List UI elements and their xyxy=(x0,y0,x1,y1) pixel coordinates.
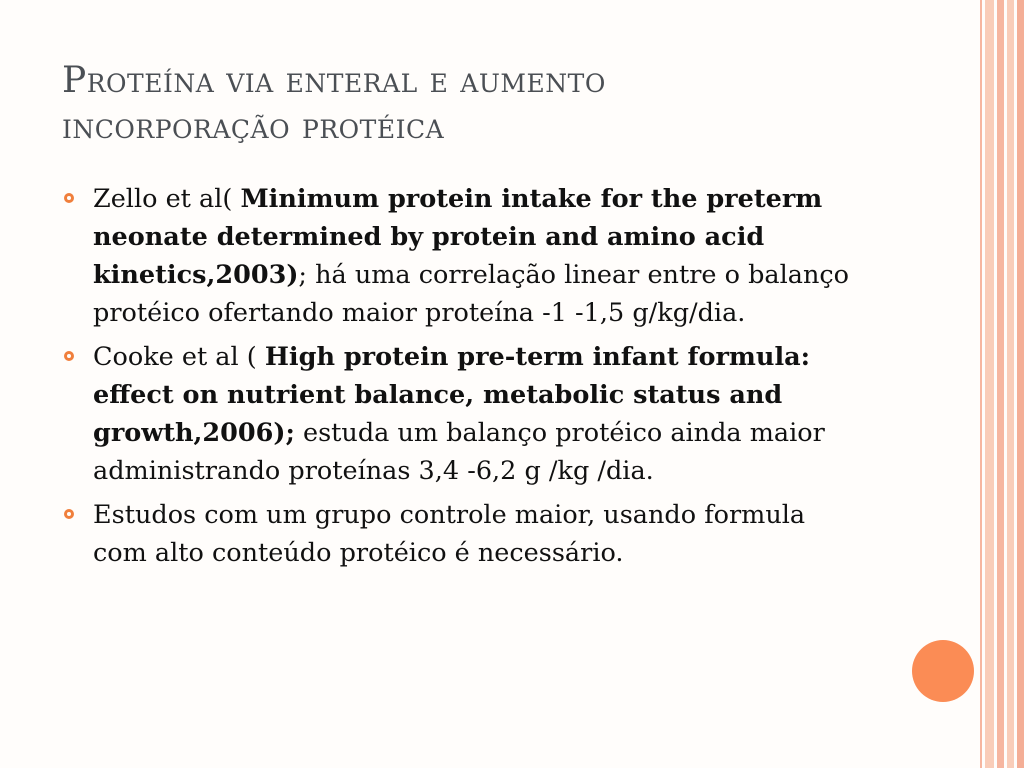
list-item xyxy=(62,338,862,490)
slide-title xyxy=(62,58,922,150)
bullet-text-bold: High protein pre-term infant formula: effect on nutrient balance, metabolic status and growth,2006); xyxy=(93,342,811,448)
bullet-text-prefix: Cooke et al ( xyxy=(93,342,265,372)
stripe xyxy=(980,0,982,768)
bullet-text-prefix: Zello et al( xyxy=(93,184,241,214)
bullet-list xyxy=(62,180,862,578)
bullet-icon xyxy=(64,193,74,203)
bullet-text-prefix: Estudos com um grupo controle maior, usando formula com alto conteúdo protéico é necessário. xyxy=(93,500,806,568)
bullet-icon xyxy=(64,509,74,519)
bullet-text-suffix: ; há uma correlação linear entre o balanço protéico ofertando maior proteína -1 -1,5 g/kg/dia. xyxy=(93,260,850,328)
stripe xyxy=(1017,0,1024,768)
decorative-stripes xyxy=(976,0,1024,768)
bullet-text-suffix: estuda um balanço protéico ainda maior administrando proteínas 3,4 -6,2 g /kg /dia. xyxy=(93,418,825,486)
decorative-circle xyxy=(912,640,974,702)
bullet-text-bold: Minimum protein intake for the preterm neonate determined by protein and amino acid kinetics,2003) xyxy=(93,184,823,290)
bullet-icon xyxy=(64,351,74,361)
title-line-2: incorporação protéica xyxy=(62,106,445,147)
stripe xyxy=(985,0,994,768)
list-item xyxy=(62,496,862,572)
stripe xyxy=(1007,0,1014,768)
stripe xyxy=(997,0,1004,768)
list-item xyxy=(62,180,862,332)
title-line-1: Proteína via enteral e aumento xyxy=(62,60,606,101)
